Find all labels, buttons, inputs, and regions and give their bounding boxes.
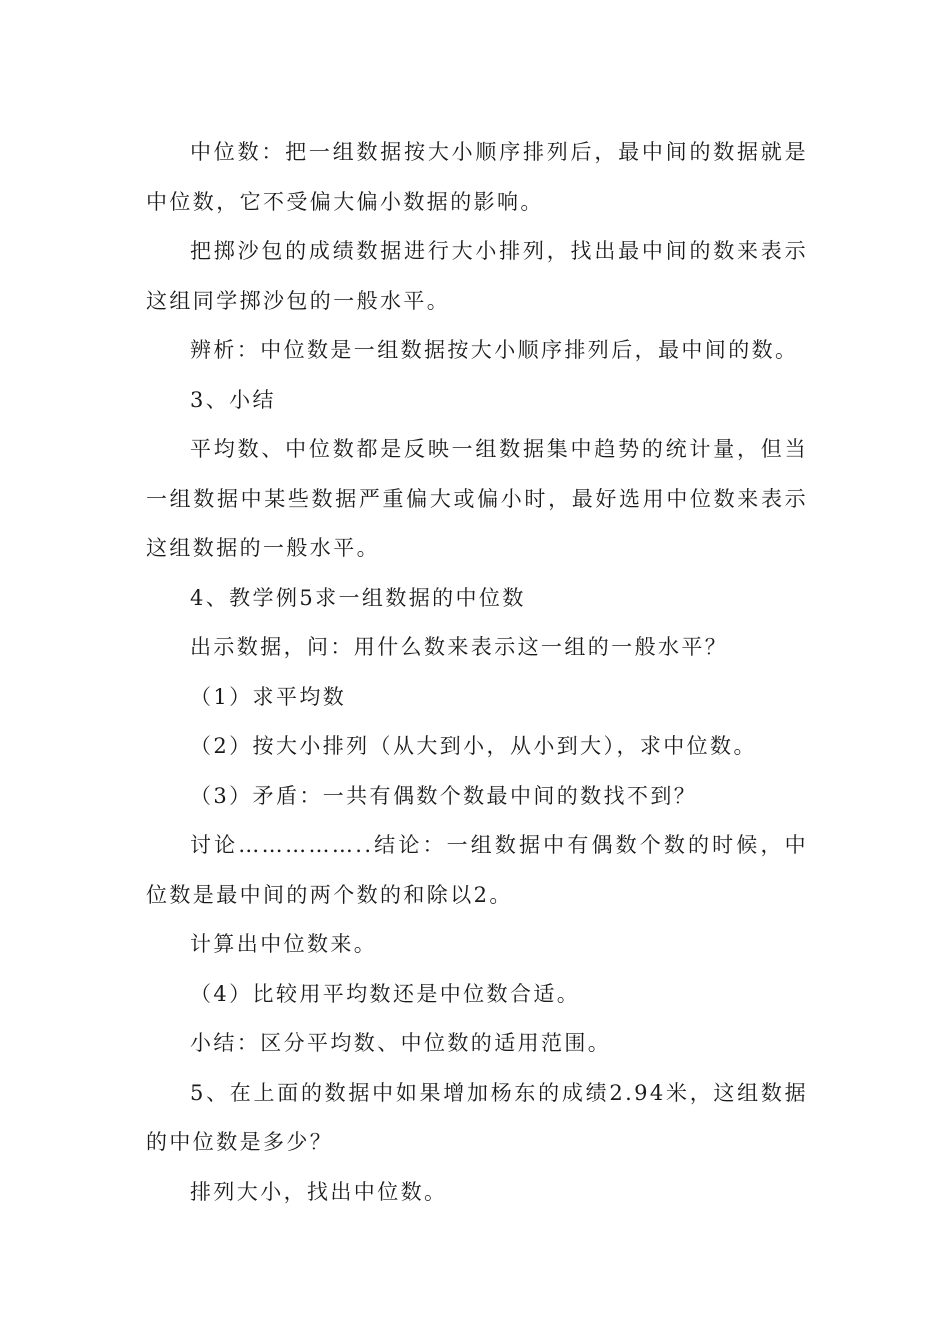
document-body bbox=[146, 128, 808, 1217]
paragraph-sandbag-ranking: 把掷沙包的成绩数据进行大小排列，找出最中间的数来表示这组同学掷沙包的一般水平。 bbox=[146, 239, 808, 313]
heading-question-5: 5、在上面的数据中如果增加杨东的成绩2.94米，这组数据的中位数是多少？ bbox=[146, 1080, 808, 1154]
paragraph-show-data: 出示数据，问：用什么数来表示这一组的一般水平？ bbox=[190, 635, 729, 659]
list-item-4: （4）比较用平均数还是中位数合适。 bbox=[190, 981, 581, 1006]
heading-example-5: 4、教学例5求一组数据的中位数 bbox=[190, 585, 526, 610]
paragraph-find-median: 排列大小，找出中位数。 bbox=[190, 1179, 448, 1204]
paragraph-discussion: 讨论……………..结论：一组数据中有偶数个数的时候，中位数是最中间的两个数的和除以2。 bbox=[146, 833, 808, 907]
list-item-1: （1）求平均数 bbox=[190, 684, 347, 709]
paragraph-small-summary: 小结：区分平均数、中位数的适用范围。 bbox=[190, 1031, 612, 1055]
paragraph-summary-text: 平均数、中位数都是反映一组数据集中趋势的统计量，但当一组数据中某些数据严重偏大或偏小时，最好选用中位数来表示这组数据的一般水平。 bbox=[146, 437, 808, 560]
paragraph-calculate: 计算出中位数来。 bbox=[190, 932, 378, 956]
paragraph-median-definition: 中位数：把一组数据按大小顺序排列后，最中间的数据就是中位数，它不受偏大偏小数据的影响。 bbox=[146, 140, 808, 214]
list-item-2: （2）按大小排列（从大到小，从小到大），求中位数。 bbox=[190, 734, 757, 758]
list-item-3: （3）矛盾：一共有偶数个数最中间的数找不到？ bbox=[190, 783, 698, 808]
paragraph-analysis: 辨析：中位数是一组数据按大小顺序排列后，最中间的数。 bbox=[190, 338, 799, 362]
heading-summary: 3、小结 bbox=[190, 387, 276, 412]
